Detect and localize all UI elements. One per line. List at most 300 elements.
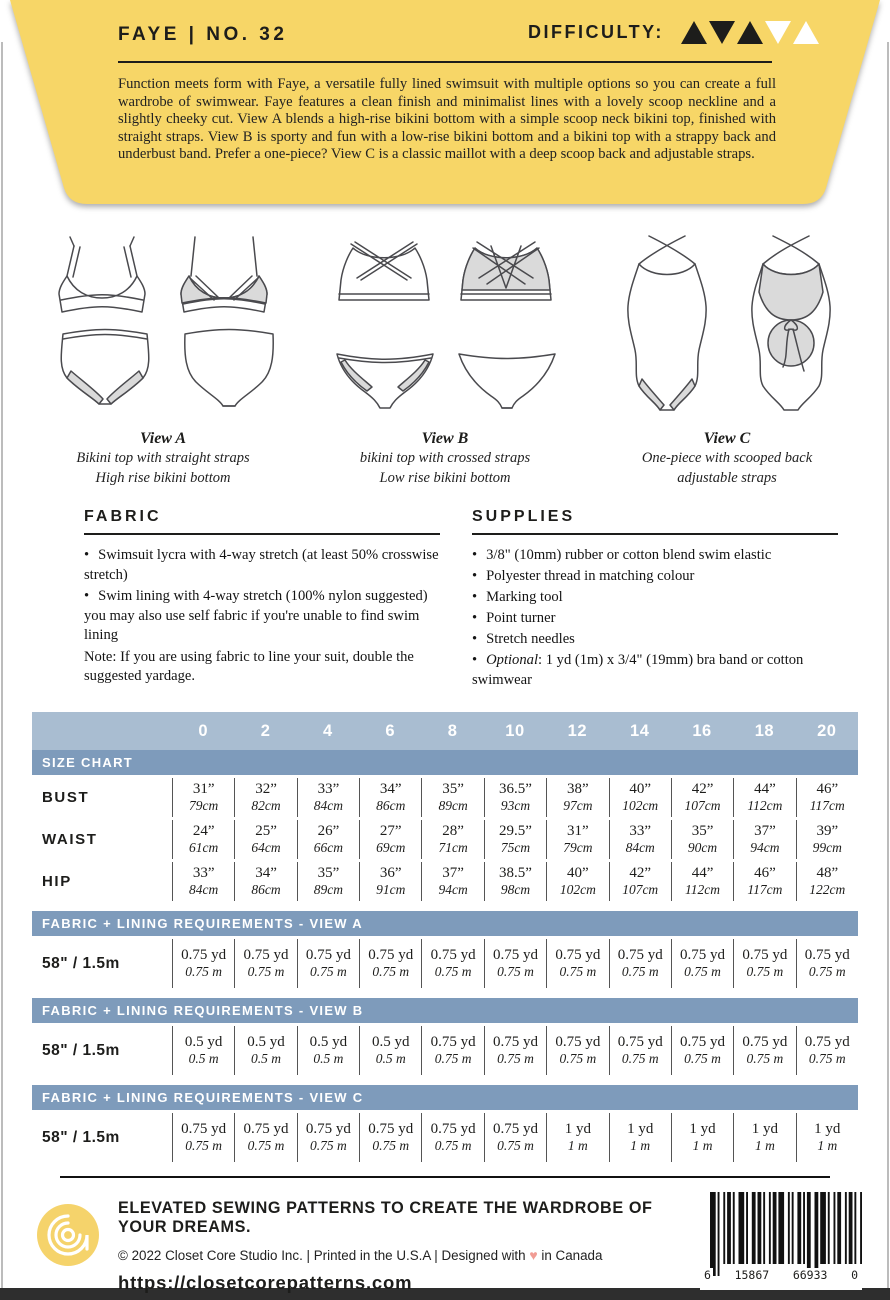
size-chart-value-cm: 84cm [313,798,344,813]
bullet-glyph: • [84,588,90,604]
requirements-value-m: 0.75 m [372,964,410,979]
requirements-value-yd: 0.75 yd [742,1034,788,1050]
size-chart-value-inches: 34” [255,865,277,881]
size-chart-value-cm: 122cm [809,882,846,897]
size-chart-value-inches: 36.5” [499,781,532,797]
bullet-glyph: • [472,547,478,563]
size-chart-value-inches: 37” [754,823,776,839]
size-chart-cell [546,778,608,817]
size-chart-value-inches: 27” [379,823,402,839]
size-chart-value-inches: 48” [816,865,839,881]
requirements-band-label: FABRIC + LINING REQUIREMENTS - VIEW C [42,1090,364,1105]
requirements-cell [546,1026,608,1075]
size-chart-cell [796,778,858,817]
requirements-value-m: 1 m [630,1138,651,1153]
measurement-label: HIP [42,873,72,890]
requirements-value-yd: 1 yd [564,1121,591,1137]
requirements-cell [172,939,234,988]
size-chart-value-cm: 112cm [747,798,783,813]
fabric-width-label: 58" / 1.5m [42,1128,120,1146]
view-a-caption-2: High rise bikini bottom [95,470,231,486]
requirements-value-m: 0.75 m [621,964,659,979]
size-chart-value-inches: 38.5” [499,865,532,881]
requirements-value-m: 0.75 m [372,1138,410,1153]
requirements-value-m: 0.75 m [497,1051,534,1066]
size-chart-value-inches: 38” [567,781,589,797]
size-chart-value-inches: 29.5” [499,823,532,839]
difficulty-triangle [737,21,763,44]
requirements-cell [484,939,546,988]
size-chart-cell [546,862,608,901]
requirements-cell [733,1113,795,1162]
requirements-value-m: 1 m [692,1138,713,1153]
difficulty-meter [680,21,820,44]
size-chart-value-inches: 46” [816,781,839,797]
supplies-optional-item [472,651,838,690]
requirements-cell [796,939,858,988]
size-chart-value-inches: 42” [691,781,714,797]
size-column-header: 16 [692,721,712,740]
requirements-value-yd: 0.75 yd [243,1121,289,1137]
size-chart-value-cm: 64cm [251,840,281,855]
requirements-value-yd: 0.75 yd [680,1034,726,1050]
size-chart-cell [359,820,421,859]
view-a [27,230,299,488]
requirements-cell [671,1026,733,1075]
requirements-cell [484,1026,546,1075]
size-chart-value-cm: 102cm [622,798,659,813]
requirements-row [32,939,858,988]
size-chart-cell [421,820,483,859]
requirements-value-yd: 0.75 yd [804,1034,850,1050]
size-chart-value-inches: 34” [379,781,402,797]
bullet-glyph: • [472,568,478,584]
view-c [591,230,863,488]
requirements-cell [359,1113,421,1162]
size-chart-value-inches: 33” [317,781,340,797]
requirements-value-m: 1 m [754,1138,775,1153]
requirements-value-yd: 0.75 yd [368,947,414,963]
size-chart-value-inches: 40” [567,865,589,881]
bullet-glyph: • [472,589,478,605]
requirements-value-yd: 0.75 yd [305,947,351,963]
view-a-illustration [37,230,289,422]
size-chart-cell [671,778,733,817]
requirements-cell [172,1113,234,1162]
requirements-value-yd: 0.75 yd [680,947,726,963]
size-chart-value-inches: 28” [442,823,464,839]
size-chart-cell [297,820,359,859]
requirements-cell [172,1026,234,1075]
size-chart-value-cm: 117cm [747,882,783,897]
size-chart-cell [234,820,296,859]
size-chart-cell [609,778,671,817]
bullet-glyph: • [472,652,478,668]
requirements-value-m: 0.75 m [434,964,472,979]
size-column-header: 2 [260,721,271,740]
requirements-cell [234,939,296,988]
size-chart-cell [234,778,296,817]
requirements-cell [609,939,671,988]
requirements-cell [546,1113,608,1162]
size-chart-value-inches: 35” [317,865,340,881]
heart-icon: ♥ [529,1247,538,1263]
size-chart-value-cm: 97cm [563,798,593,813]
fabric-column [84,508,440,692]
size-chart-value-cm: 86cm [376,798,406,813]
copyright-text-2: in Canada [541,1248,603,1263]
measurement-rows [32,778,858,901]
requirements-cell [609,1113,671,1162]
size-chart-value-cm: 79cm [563,840,593,855]
supplies-column [472,508,838,692]
requirements-cell [297,939,359,988]
size-chart-cell [421,778,483,817]
size-chart-value-cm: 89cm [438,798,468,813]
page-right-border [887,42,889,1288]
requirements-value-yd: 1 yd [627,1121,654,1137]
supplies-optional-label: Optional [486,652,538,668]
size-column-header: 12 [567,721,588,740]
size-chart-cell [421,862,483,901]
size-chart-value-inches: 37” [442,865,464,881]
requirements-cell [297,1026,359,1075]
bullet-glyph: • [84,547,90,563]
difficulty-triangle [709,21,735,44]
size-chart-value-cm: 89cm [313,882,344,897]
closet-core-logo [36,1203,100,1267]
size-chart-value-inches: 36” [379,865,402,881]
requirements-band [32,998,858,1023]
requirements-value-m: 0.75 m [559,964,597,979]
requirements-value-yd: 0.75 yd [430,1034,476,1050]
size-chart-value-cm: 94cm [438,882,468,897]
requirements-value-yd: 0.5 yd [247,1034,285,1050]
requirements-value-m: 0.75 m [497,964,534,979]
bullet-glyph: • [472,631,478,647]
requirements-value-m: 0.75 m [434,1138,472,1153]
bullet-glyph: • [472,610,478,626]
difficulty-triangle [765,21,791,44]
size-chart-cell [609,862,671,901]
requirements-cell [421,1026,483,1075]
requirements-block [32,911,858,1162]
size-chart-value-cm: 117cm [809,798,845,813]
supplies-heading: SUPPLIES [472,508,838,535]
size-chart-cell [172,862,234,901]
size-column-header: 10 [505,721,525,740]
requirements-value-yd: 0.75 yd [555,947,601,963]
requirements-value-yd: 0.75 yd [181,1121,227,1137]
requirements-value-yd: 1 yd [689,1121,716,1137]
size-chart-value-cm: 69cm [376,840,406,855]
charts-section [32,712,858,1162]
size-chart-cell [546,820,608,859]
size-chart-cell [484,778,546,817]
requirements-value-m: 0.75 m [185,964,223,979]
size-chart-cell [671,862,733,901]
requirements-cell [796,1113,858,1162]
view-b [309,230,581,488]
page-left-border [1,42,3,1288]
requirements-value-m: 0.5 m [251,1051,282,1066]
requirements-row [32,1026,858,1075]
size-chart-row [32,778,858,817]
barcode-digits [700,1268,862,1282]
garment-views [0,230,890,488]
requirements-value-yd: 0.75 yd [492,1034,538,1050]
requirements-value-yd: 0.75 yd [430,947,476,963]
size-chart-row [32,862,858,901]
size-chart-cell [359,862,421,901]
size-chart-value-cm: 98cm [500,882,531,897]
view-a-caption-1: Bikini top with straight straps [76,450,250,466]
requirements-value-yd: 0.75 yd [492,1121,538,1137]
requirements-value-m: 0.75 m [621,1051,659,1066]
requirements-value-m: 0.75 m [559,1051,597,1066]
requirements-cell [421,939,483,988]
barcode-bars [700,1192,862,1276]
size-chart-value-inches: 35” [442,781,464,797]
requirements-value-yd: 0.5 yd [309,1034,348,1050]
size-chart-value-inches: 44” [754,781,776,797]
supplies-item-text: Stretch needles [486,631,575,647]
difficulty-indicator [528,21,820,44]
size-chart-value-inches: 24” [192,823,215,839]
size-column-header: 20 [817,721,837,740]
requirements-value-m: 0.75 m [247,964,285,979]
size-chart-value-inches: 25” [255,823,277,839]
view-b-illustration [319,230,571,422]
size-chart-value-cm: 84cm [189,882,219,897]
requirements-value-yd: 0.75 yd [555,1034,601,1050]
size-chart-cell [609,820,671,859]
requirements-value-m: 0.75 m [497,1138,534,1153]
size-chart-value-cm: 75cm [500,840,531,855]
requirements-cell [234,1026,296,1075]
size-chart-band-label: SIZE CHART [42,755,133,770]
requirements-value-m: 0.5 m [188,1051,219,1066]
requirements-cell [546,939,608,988]
barcode-digit: 0 [851,1268,858,1282]
size-chart-value-inches: 31” [192,781,215,797]
requirements-cell [671,1113,733,1162]
fabric-width-label: 58" / 1.5m [42,954,120,972]
requirements-value-m: 0.75 m [434,1051,472,1066]
footer-url: https://closetcorepatterns.com [118,1272,413,1293]
size-chart-value-cm: 99cm [812,840,842,855]
requirements-value-yd: 0.75 yd [742,947,788,963]
size-chart-value-inches: 44” [691,865,714,881]
requirements-value-yd: 0.75 yd [617,947,663,963]
size-chart-cell [796,820,858,859]
requirements-value-yd: 1 yd [814,1121,841,1137]
requirements-cell [609,1026,671,1075]
size-chart-value-cm: 107cm [622,882,659,897]
requirements-cell [359,939,421,988]
requirements-band [32,1085,858,1110]
size-column-header: 14 [630,721,650,740]
requirements-cell [733,939,795,988]
footer-divider [60,1176,830,1178]
footer-tagline: ELEVATED SEWING PATTERNS TO CREATE THE WARDROBE OF YOUR DREAMS. [118,1199,653,1236]
supplies-list [472,546,838,650]
supplies-item [472,567,838,587]
supplies-item [472,630,838,650]
requirements-value-m: 0.75 m [808,1051,846,1066]
size-chart-value-cm: 71cm [438,840,468,855]
size-chart-cell [297,862,359,901]
requirements-cell [671,939,733,988]
difficulty-label: DIFFICULTY: [528,22,664,42]
size-chart-value-cm: 94cm [750,840,780,855]
requirements-cell [297,1113,359,1162]
size-chart-value-inches: 33” [192,865,215,881]
requirements-band-label: FABRIC + LINING REQUIREMENTS - VIEW A [42,916,363,931]
size-chart-value-cm: 61cm [189,840,219,855]
requirements-cell [359,1026,421,1075]
size-chart-value-cm: 82cm [251,798,281,813]
fabric-item [84,546,440,585]
footer-copyright [118,1247,693,1263]
size-chart-value-inches: 40” [629,781,652,797]
size-chart-cell [234,862,296,901]
requirements-cell [733,1026,795,1075]
supplies-item-text: Point turner [486,610,556,626]
size-column-header: 18 [754,721,775,740]
size-chart-value-cm: 102cm [559,882,596,897]
fabric-item-text: Swim lining with 4-way stretch (100% nylon suggested) you may also use self fabric if you're unable to find swim lining [84,588,428,643]
size-chart-value-cm: 107cm [684,798,721,813]
view-c-caption-1: One-piece with scooped back [641,450,813,466]
view-c-caption-2: adjustable straps [677,470,777,486]
supplies-optional-text: : 1 yd (1m) x 3/4" (19mm) bra band or cotton swimwear [472,652,804,688]
size-chart-value-inches: 33” [629,823,652,839]
difficulty-triangle [681,21,707,44]
requirements-value-yd: 0.5 yd [184,1034,223,1050]
view-b-caption-1: bikini top with crossed straps [359,450,531,466]
header-banner [0,0,890,214]
size-column-header: 4 [323,721,333,740]
requirements-value-m: 0.75 m [310,1138,347,1153]
fabric-item-text: Swimsuit lycra with 4-way stretch (at least 50% crosswise stretch) [84,547,439,583]
size-chart-band [32,750,858,775]
barcode-digit: 6 [704,1268,711,1282]
requirements-value-yd: 0.5 yd [372,1034,410,1050]
requirements-value-m: 0.75 m [310,964,347,979]
requirements-band [32,911,858,936]
requirements-value-m: 0.75 m [746,1051,784,1066]
supplies-item [472,546,838,566]
requirements-value-yd: 0.75 yd [305,1121,351,1137]
barcode-digit: 15867 [734,1268,770,1282]
view-c-name: View C [703,430,751,447]
fabric-width-label: 58" / 1.5m [42,1041,120,1059]
size-chart-value-inches: 31” [567,823,589,839]
view-a-name: View A [139,430,187,447]
size-chart-value-inches: 39” [816,823,839,839]
size-chart-cell [297,778,359,817]
size-chart-row [32,820,858,859]
size-chart-value-cm: 112cm [685,882,721,897]
view-c-illustration [601,230,853,422]
size-chart-value-cm: 84cm [625,840,655,855]
size-chart-cell [359,778,421,817]
requirements-band-label: FABRIC + LINING REQUIREMENTS - VIEW B [42,1003,364,1018]
size-chart-value-inches: 32” [255,781,277,797]
pattern-title: FAYE | NO. 32 [118,24,288,45]
banner-divider [118,61,772,63]
view-b-name: View B [421,430,469,447]
size-chart-cell [733,862,795,901]
requirements-value-yd: 0.75 yd [181,947,227,963]
requirements-value-m: 0.75 m [185,1138,223,1153]
size-chart-value-cm: 86cm [251,882,281,897]
measurement-label: WAIST [42,831,98,848]
requirements-value-m: 1 m [817,1138,838,1153]
requirements-value-m: 0.75 m [684,964,721,979]
pattern-description: Function meets form with Faye, a versatile fully lined swimsuit with multiple options so you can create a full wardrobe of swimwear. Faye features a clean finish and minimalist lines with a lovely scoop neckline and a slightly cheeky cut. View A blends a high-rise bikini bottom with a simple scoop neck bikini top, finished with straight straps. View B is sporty and fun with a low-rise bikini bottom and a bikini top with a strappy back and underbust band. Prefer a one-piece? View C is a classic maillot with a deep scoop back and adjustable straps. [118,76,776,162]
size-chart-value-inches: 42” [629,865,652,881]
requirements-cell [484,1113,546,1162]
measurement-label: BUST [42,789,90,806]
requirements-value-m: 0.5 m [375,1051,406,1066]
size-chart-value-cm: 91cm [376,882,406,897]
supplies-item-text: Marking tool [486,589,563,605]
size-chart-cell [733,778,795,817]
size-chart-value-cm: 79cm [189,798,219,813]
difficulty-triangle [793,21,819,44]
view-b-caption-2: Low rise bikini bottom [379,470,511,486]
size-chart-value-inches: 46” [754,865,776,881]
size-chart-cell [671,820,733,859]
barcode-digit: 66933 [792,1268,828,1282]
size-chart-cell [172,820,234,859]
fabric-note: Note: If you are using fabric to line your suit, double the suggested yardage. [84,648,414,684]
requirements-value-m: 0.75 m [684,1051,721,1066]
size-column-header: 6 [385,721,396,740]
requirements-value-m: 1 m [567,1138,588,1153]
requirements-value-m: 0.75 m [247,1138,285,1153]
supplies-item [472,609,838,629]
footer-text [118,1199,693,1294]
size-chart-cell [484,820,546,859]
size-chart-cell [172,778,234,817]
requirements-cell [421,1113,483,1162]
requirements-value-m: 0.5 m [313,1051,344,1066]
supplies-item-text: Polyester thread in matching colour [486,568,695,584]
size-chart-value-cm: 66cm [313,840,344,855]
fabric-item [84,587,440,646]
supplies-item [472,588,838,608]
size-chart-value-cm: 93cm [500,798,531,813]
barcode [700,1192,862,1290]
supplies-item-text: 3/8" (10mm) rubber or cotton blend swim elastic [486,547,772,563]
size-chart-cell [796,862,858,901]
size-chart-value-inches: 35” [691,823,714,839]
size-chart-cell [484,862,546,901]
fabric-heading: FABRIC [84,508,440,535]
size-chart-value-inches: 26” [317,823,340,839]
copyright-text: © 2022 Closet Core Studio Inc. | Printed in the U.S.A | Designed with [118,1248,526,1263]
materials-section [84,508,838,692]
requirements-row [32,1113,858,1162]
requirements-value-yd: 0.75 yd [368,1121,414,1137]
requirements-value-yd: 0.75 yd [243,947,289,963]
requirements-value-m: 0.75 m [808,964,846,979]
size-column-header: 8 [447,721,458,740]
requirements-value-yd: 0.75 yd [617,1034,663,1050]
